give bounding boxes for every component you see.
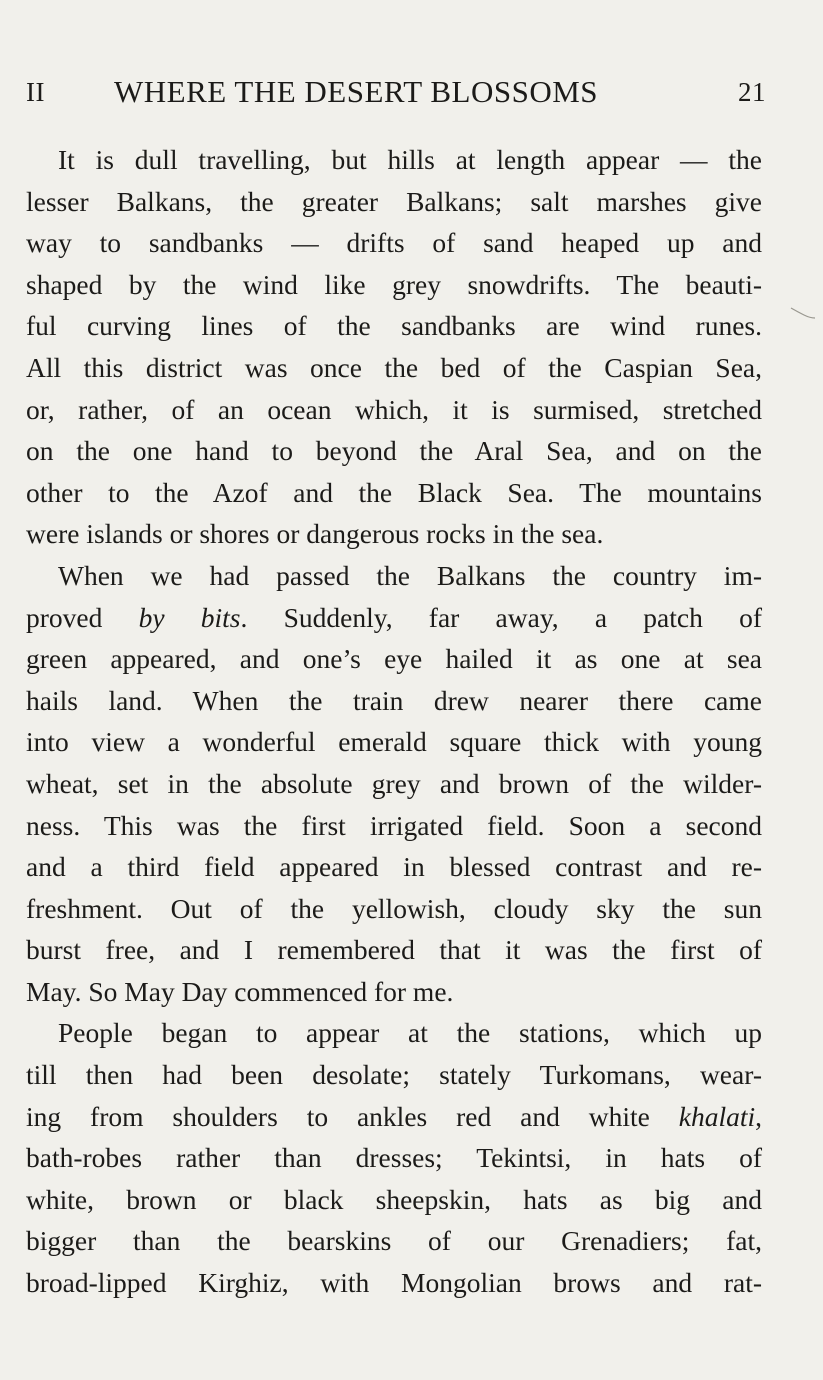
running-header [26,70,766,114]
chapter-number: II [26,77,45,107]
pencil-mark-icon [790,306,816,320]
paragraph-1 [26,139,762,555]
text-line: green appeared, and one’s eye hailed it as one at sea [26,643,762,675]
paragraph-2 [26,555,762,1013]
text-line: bath-robes rather than dresses; Tekintsi, in hats of [26,1142,762,1174]
text-line: hails land. When the train drew nearer there came [26,684,762,716]
text-line: other to the Azof and the Black Sea. The mountains [26,476,762,508]
text-line: ful curving lines of the sandbanks are wind runes. [26,310,762,342]
text-line: were islands or shores or dangerous rocks in the sea. [26,518,604,550]
text-line: way to sandbanks — drifts of sand heaped up and [26,227,762,259]
page-body [26,139,762,1304]
text-line: burst free, and I remembered that it was the first of [26,934,762,966]
text-line: ness. This was the first irrigated field. Soon a second [26,809,762,841]
text-line: People began to appear at the stations, which up [58,1017,762,1049]
text-line: white, brown or black sheepskin, hats as big and [26,1183,762,1215]
text-line-with-italic: ing from shoulders to ankles red and white khalati, [26,1100,762,1132]
page-number: 21 [738,77,766,107]
text-line: May. So May Day commenced for me. [26,975,454,1007]
text-line: till then had been desolate; stately Turkomans, wear- [26,1059,762,1091]
paragraph-3 [26,1012,762,1303]
italic-phrase: by bits [138,601,241,633]
text-line: broad-lipped Kirghiz, with Mongolian brows and rat- [26,1267,762,1299]
text-line: It is dull travelling, but hills at length appear — the [58,144,762,175]
text-line: All this district was once the bed of the Caspian Sea, [26,351,762,383]
text-line: shaped by the wind like grey snowdrifts. The beauti- [26,268,762,300]
italic-phrase: khalati [678,1100,756,1132]
text-line: lesser Balkans, the greater Balkans; salt marshes give [26,185,762,217]
text-line: When we had passed the Balkans the country im- [58,559,762,591]
text-line: bigger than the bearskins of our Grenadiers; fat, [26,1225,762,1257]
text-line: on the one hand to beyond the Aral Sea, and on the [26,435,762,467]
running-title: WHERE THE DESERT BLOSSOMS [114,74,599,109]
text-line: or, rather, of an ocean which, it is surmised, stretched [26,393,762,425]
text-line: freshment. Out of the yellowish, cloudy sky the sun [26,892,762,924]
text-line: into view a wonderful emerald square thick with young [26,726,762,758]
text-line: wheat, set in the absolute grey and brown of the wilder- [26,767,762,799]
text-line-with-italic: proved by bits. Suddenly, far away, a patch of [26,601,762,633]
text-line: and a third field appeared in blessed contrast and re- [26,851,762,883]
